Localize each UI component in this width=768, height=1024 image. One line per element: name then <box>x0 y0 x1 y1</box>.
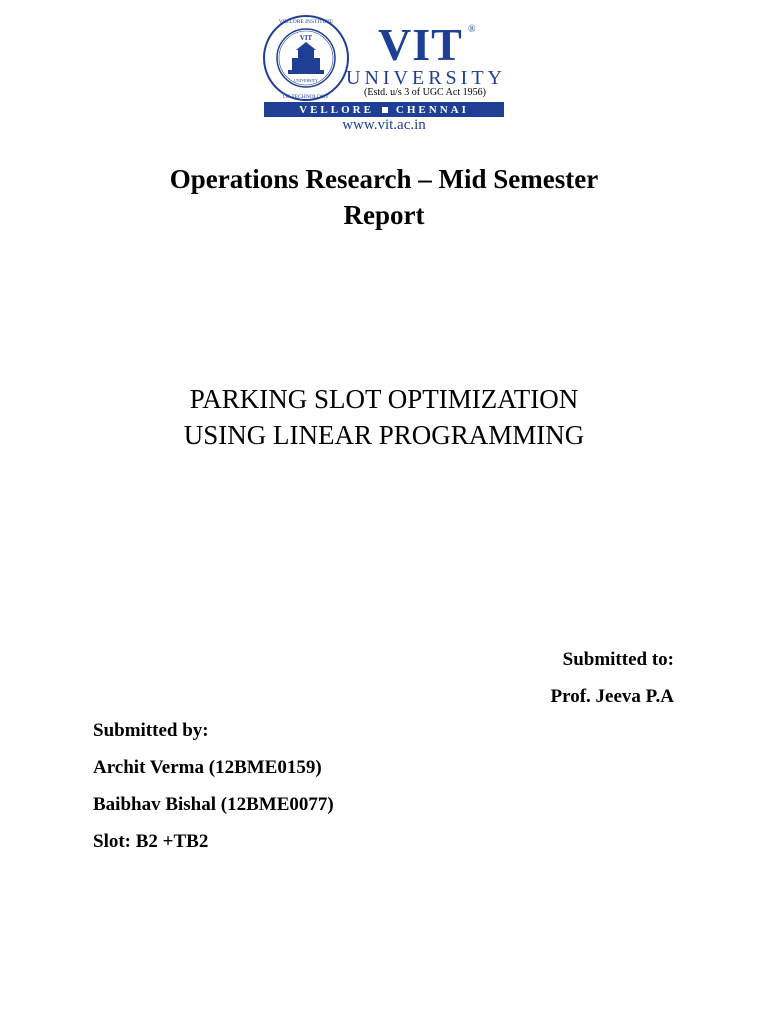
svg-text:VELLORE INSTITUTE: VELLORE INSTITUTE <box>278 19 334 25</box>
member-2: Baibhav Bishal (12BME0077) <box>93 794 334 815</box>
submitted-by-label: Submitted by: <box>93 720 209 741</box>
logo-name: VIT <box>378 19 463 70</box>
svg-text:UNIVERSITY: UNIVERSITY <box>294 78 318 83</box>
campus-band <box>264 102 504 117</box>
member-1: Archit Verma (12BME0159) <box>93 757 322 778</box>
square-bullet-icon <box>382 107 388 113</box>
logo-university: UNIVERSITY <box>346 67 506 89</box>
logo-estd: (Estd. u/s 3 of UGC Act 1956) <box>364 87 486 98</box>
submitted-by-block <box>93 712 334 860</box>
university-seal-icon <box>262 14 350 102</box>
registered-mark: ® <box>468 24 476 35</box>
report-title-line-1: PARKING SLOT OPTIMIZATION <box>189 384 579 414</box>
submitted-to-label: Submitted to: <box>562 649 674 670</box>
university-logo <box>262 14 506 138</box>
report-title-line-2: USING LINEAR PROGRAMMING <box>183 420 585 450</box>
course-title <box>0 161 768 233</box>
submitted-to-name: Prof. Jeeva P.A <box>550 686 674 707</box>
campus-right: CHENNAI <box>395 103 469 116</box>
svg-text:VIT: VIT <box>299 34 313 42</box>
course-title-line-1: Operations Research – Mid Semester <box>169 164 599 194</box>
university-url: www.vit.ac.in <box>342 117 426 133</box>
svg-text:OF TECHNOLOGY: OF TECHNOLOGY <box>283 94 329 100</box>
submitted-to-block <box>551 641 674 715</box>
report-title <box>0 381 768 453</box>
slot-info: Slot: B2 +TB2 <box>93 831 209 852</box>
campus-left: VELLORE <box>299 103 374 116</box>
course-title-line-2: Report <box>343 200 425 230</box>
